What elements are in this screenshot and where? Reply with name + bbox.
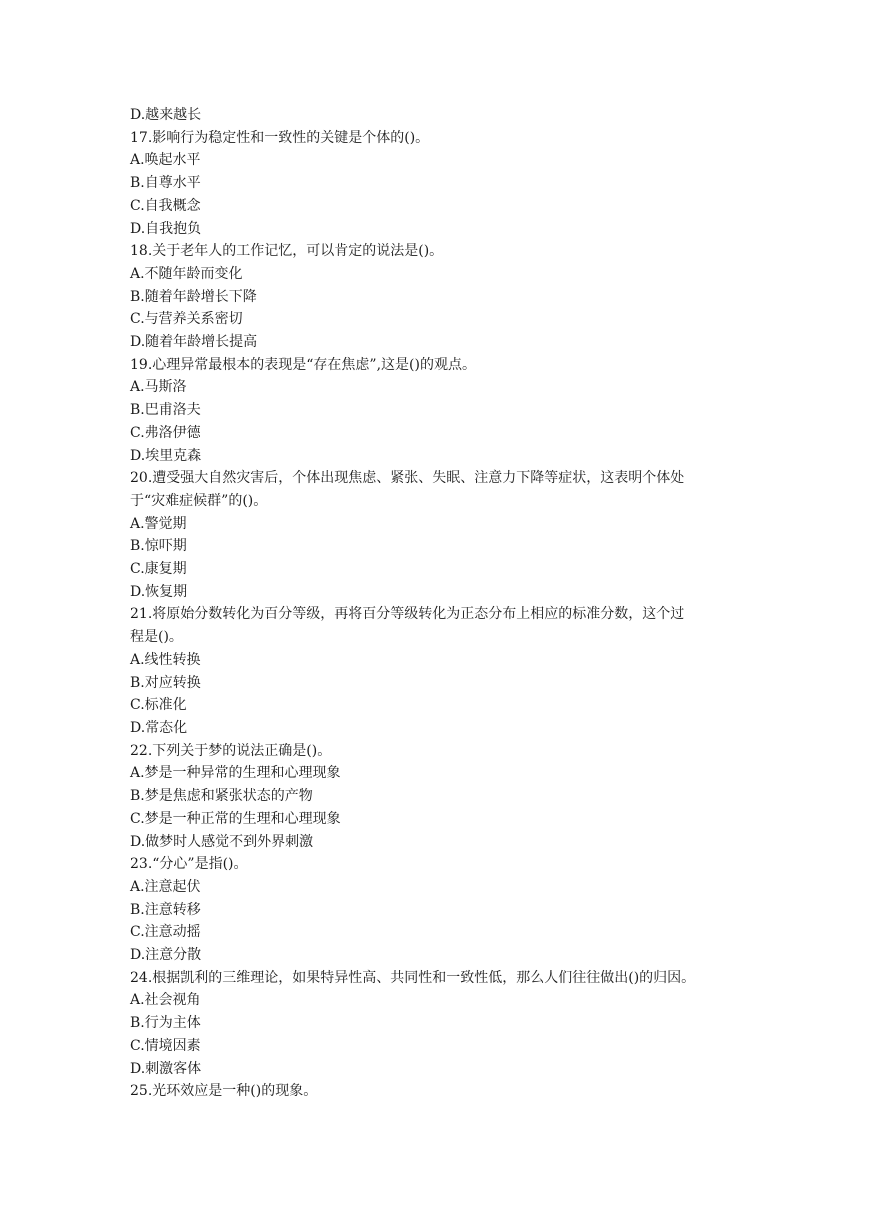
text-line: 18.关于老年人的工作记忆，可以肯定的说法是()。 <box>130 243 444 260</box>
text-line: D.刺激客体 <box>130 1060 202 1077</box>
text-line: D.自我抱负 <box>130 220 202 237</box>
text-line: B.自尊水平 <box>130 175 201 192</box>
text-line: D.越来越长 <box>130 107 202 123</box>
text-line: 22.下列关于梦的说法正确是()。 <box>130 742 332 759</box>
text-line: C.康复期 <box>130 561 187 578</box>
text-line: B.对应转换 <box>130 674 201 691</box>
text-line: A.梦是一种异常的生理和心理现象 <box>130 765 341 782</box>
text-line: D.注意分散 <box>130 947 202 964</box>
text-line: 23.“分心”是指()。 <box>130 856 248 873</box>
question-list <box>130 104 750 1103</box>
text-line: 19.心理异常最根本的表现是“存在焦虑”,这是()的观点。 <box>130 356 476 373</box>
text-line: 程是()。 <box>130 629 183 646</box>
text-line: A.注意起伏 <box>130 878 201 895</box>
text-line: 17.影响行为稳定性和一致性的关键是个体的()。 <box>130 129 430 146</box>
text-line: A.唤起水平 <box>130 152 201 169</box>
text-line: C.与营养关系密切 <box>130 311 243 328</box>
text-line: C.情境因素 <box>130 1037 201 1054</box>
text-line: A.不随年龄而变化 <box>130 265 243 282</box>
text-line: B.梦是焦虑和紧张状态的产物 <box>130 788 313 805</box>
text-line: A.警觉期 <box>130 515 187 532</box>
text-line: B.巴甫洛夫 <box>130 402 201 419</box>
text-line: A.社会视角 <box>130 992 201 1009</box>
text-line: C.弗洛伊德 <box>130 424 201 441</box>
text-line: B.惊吓期 <box>130 538 187 555</box>
text-line: 25.光环效应是一种()的现象。 <box>130 1083 318 1100</box>
text-line: A.线性转换 <box>130 651 201 668</box>
text-line: B.随着年龄增长下降 <box>130 288 257 305</box>
text-line: D.埃里克森 <box>130 447 202 464</box>
text-line: 21.将原始分数转化为百分等级，再将百分等级转化为正态分布上相应的标准分数，这个过 <box>130 606 685 623</box>
text-line: D.随着年龄增长提高 <box>130 334 258 351</box>
text-line: D.做梦时人感觉不到外界刺激 <box>130 833 314 850</box>
text-line: C.梦是一种正常的生理和心理现象 <box>130 810 341 827</box>
text-line: 于“灾难症候群”的()。 <box>130 492 268 509</box>
text-line: D.恢复期 <box>130 583 188 600</box>
text-line: C.标准化 <box>130 697 187 714</box>
text-line: D.常态化 <box>130 719 188 736</box>
text-line: 20.遭受强大自然灾害后，个体出现焦虑、紧张、失眠、注意力下降等症状，这表明个体处 <box>130 470 685 487</box>
text-line: B.注意转移 <box>130 901 201 918</box>
text-line: C.注意动摇 <box>130 924 201 941</box>
text-line: A.马斯洛 <box>130 379 187 396</box>
text-line: B.行为主体 <box>130 1015 201 1032</box>
text-line: 24.根据凯利的三维理论，如果特异性高、共同性和一致性低，那么人们往往做出()的归因。 <box>130 969 696 986</box>
text-line: C.自我概念 <box>130 197 201 214</box>
